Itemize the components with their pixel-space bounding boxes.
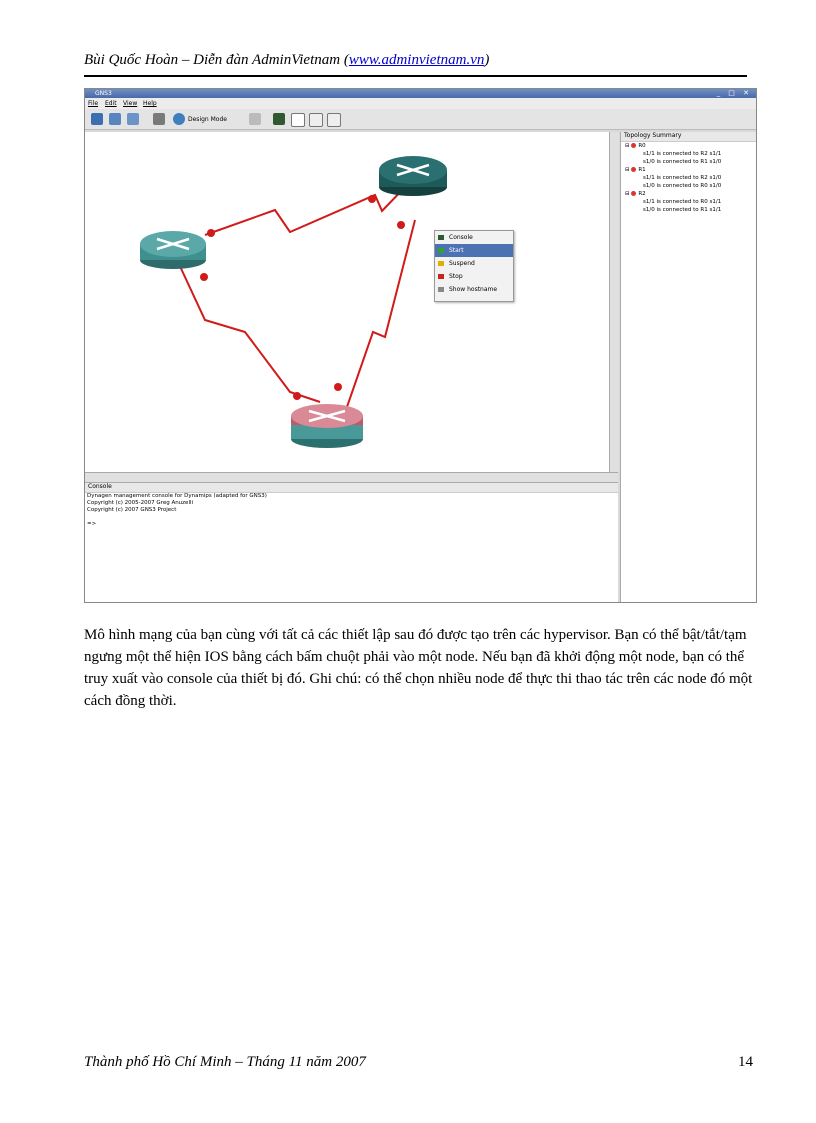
console-prompt[interactable]: => [87,521,97,527]
topology-summary-panel [620,132,757,602]
open-icon[interactable] [91,113,103,125]
endpoint [207,229,215,237]
gns3-screenshot [84,88,757,603]
canvas-horizontal-scrollbar[interactable] [85,472,618,482]
endpoint [293,392,301,400]
stop-icon [438,274,444,279]
zoom-icon[interactable] [249,113,261,125]
menu-view[interactable]: View [123,100,138,107]
start-icon [438,248,444,253]
menu-item-stop[interactable]: Stop [435,270,513,283]
topology-link: s1/1 is connected to R2 s1/1 [643,151,722,157]
window-title: GNS3 [95,90,112,97]
link-r1-r2 [178,262,320,402]
design-mode-icon[interactable] [173,113,185,125]
page-header: Bùi Quốc Hoàn – Diễn đàn AdminVietnam (www.adminvietnam.vn) [84,52,490,68]
menu-item-start[interactable]: Start [435,244,513,257]
console-icon[interactable] [273,113,285,125]
serial-links [178,185,415,427]
save-as-icon[interactable] [127,113,139,125]
console-line [85,514,618,521]
console-icon [438,235,444,240]
console-title: Console [85,483,618,493]
header-link[interactable]: www.adminvietnam.vn [348,52,485,68]
console-line: Copyright (c) 2005-2007 Greg Anuzelli [87,500,194,506]
menu-edit[interactable]: Edit [105,100,117,107]
body-paragraph: Mô hình mạng của bạn cùng với tất cả các thiết lập sau đó được tạo trên các hypervisor. Bạn có thể bật/tắt/tạm ngưng một thể hiện IOS bằng cách bấm chuột phải vào một node. Nếu bạn đã khởi động một node, bạn có thể truy xuất vào console của thiết bị đó. Ghi chú: có thể chọn nhiều node để thực thi thao tác trên các node đó một cách đồng thời. [84,627,753,709]
console-panel[interactable] [85,482,618,603]
topology-link: s1/1 is connected to R0 s1/1 [643,199,722,205]
menu-help[interactable]: Help [143,100,157,107]
save-icon[interactable] [109,113,121,125]
window-controls[interactable]: _ □ ✕ [716,89,752,97]
design-mode-label[interactable]: Design Mode [188,116,227,123]
link-r1-r0 [205,185,407,235]
topology-diagram [85,132,609,472]
router-status-icon [631,143,636,148]
endpoint [334,383,342,391]
console-line: Dynagen management console for Dynamips (adapted for GNS3) [87,493,267,499]
topology-node[interactable]: ⊟ R1 [625,167,646,173]
endpoint [397,221,405,229]
start-icon[interactable] [291,113,305,127]
pause-icon [438,261,444,266]
menubar [85,98,756,109]
menu-item-suspend[interactable]: Suspend [435,257,513,270]
topology-link: s1/0 is connected to R1 s1/0 [643,159,722,165]
context-menu [434,230,514,302]
topology-node[interactable]: ⊟ R0 [625,143,646,149]
endpoint [368,195,376,203]
suspend-icon[interactable] [309,113,323,127]
topology-node[interactable]: ⊟ R2 [625,191,646,197]
page-number: 14 [738,1054,753,1070]
canvas-vertical-scrollbar[interactable] [609,132,619,472]
menu-file[interactable]: File [88,100,99,107]
menu-item-show-hostname[interactable]: Show hostname [435,283,513,296]
topology-canvas[interactable] [85,132,609,472]
topology-link: s1/0 is connected to R0 s1/0 [643,183,722,189]
stop-icon[interactable] [327,113,341,127]
hypervisor-icon[interactable] [153,113,165,125]
header-rule [84,75,747,77]
window-titlebar [85,89,756,98]
link-r0-r2 [340,220,415,427]
router-status-icon [631,167,636,172]
menu-item-console[interactable]: Console [435,231,513,244]
console-line: Copyright (c) 2007 GNS3 Project [87,507,177,513]
router-r2[interactable] [291,404,363,448]
endpoint [200,273,208,281]
topology-link: s1/1 is connected to R2 s1/0 [643,175,722,181]
topology-summary-title: Topology Summary [621,132,757,142]
tag-icon [438,287,444,292]
page-footer: Thành phố Hồ Chí Minh – Tháng 11 năm 2007 [84,1054,366,1070]
router-status-icon [631,191,636,196]
router-r0[interactable] [379,156,447,196]
toolbar [85,109,756,130]
topology-link: s1/0 is connected to R1 s1/1 [643,207,722,213]
router-r1[interactable] [140,231,206,269]
